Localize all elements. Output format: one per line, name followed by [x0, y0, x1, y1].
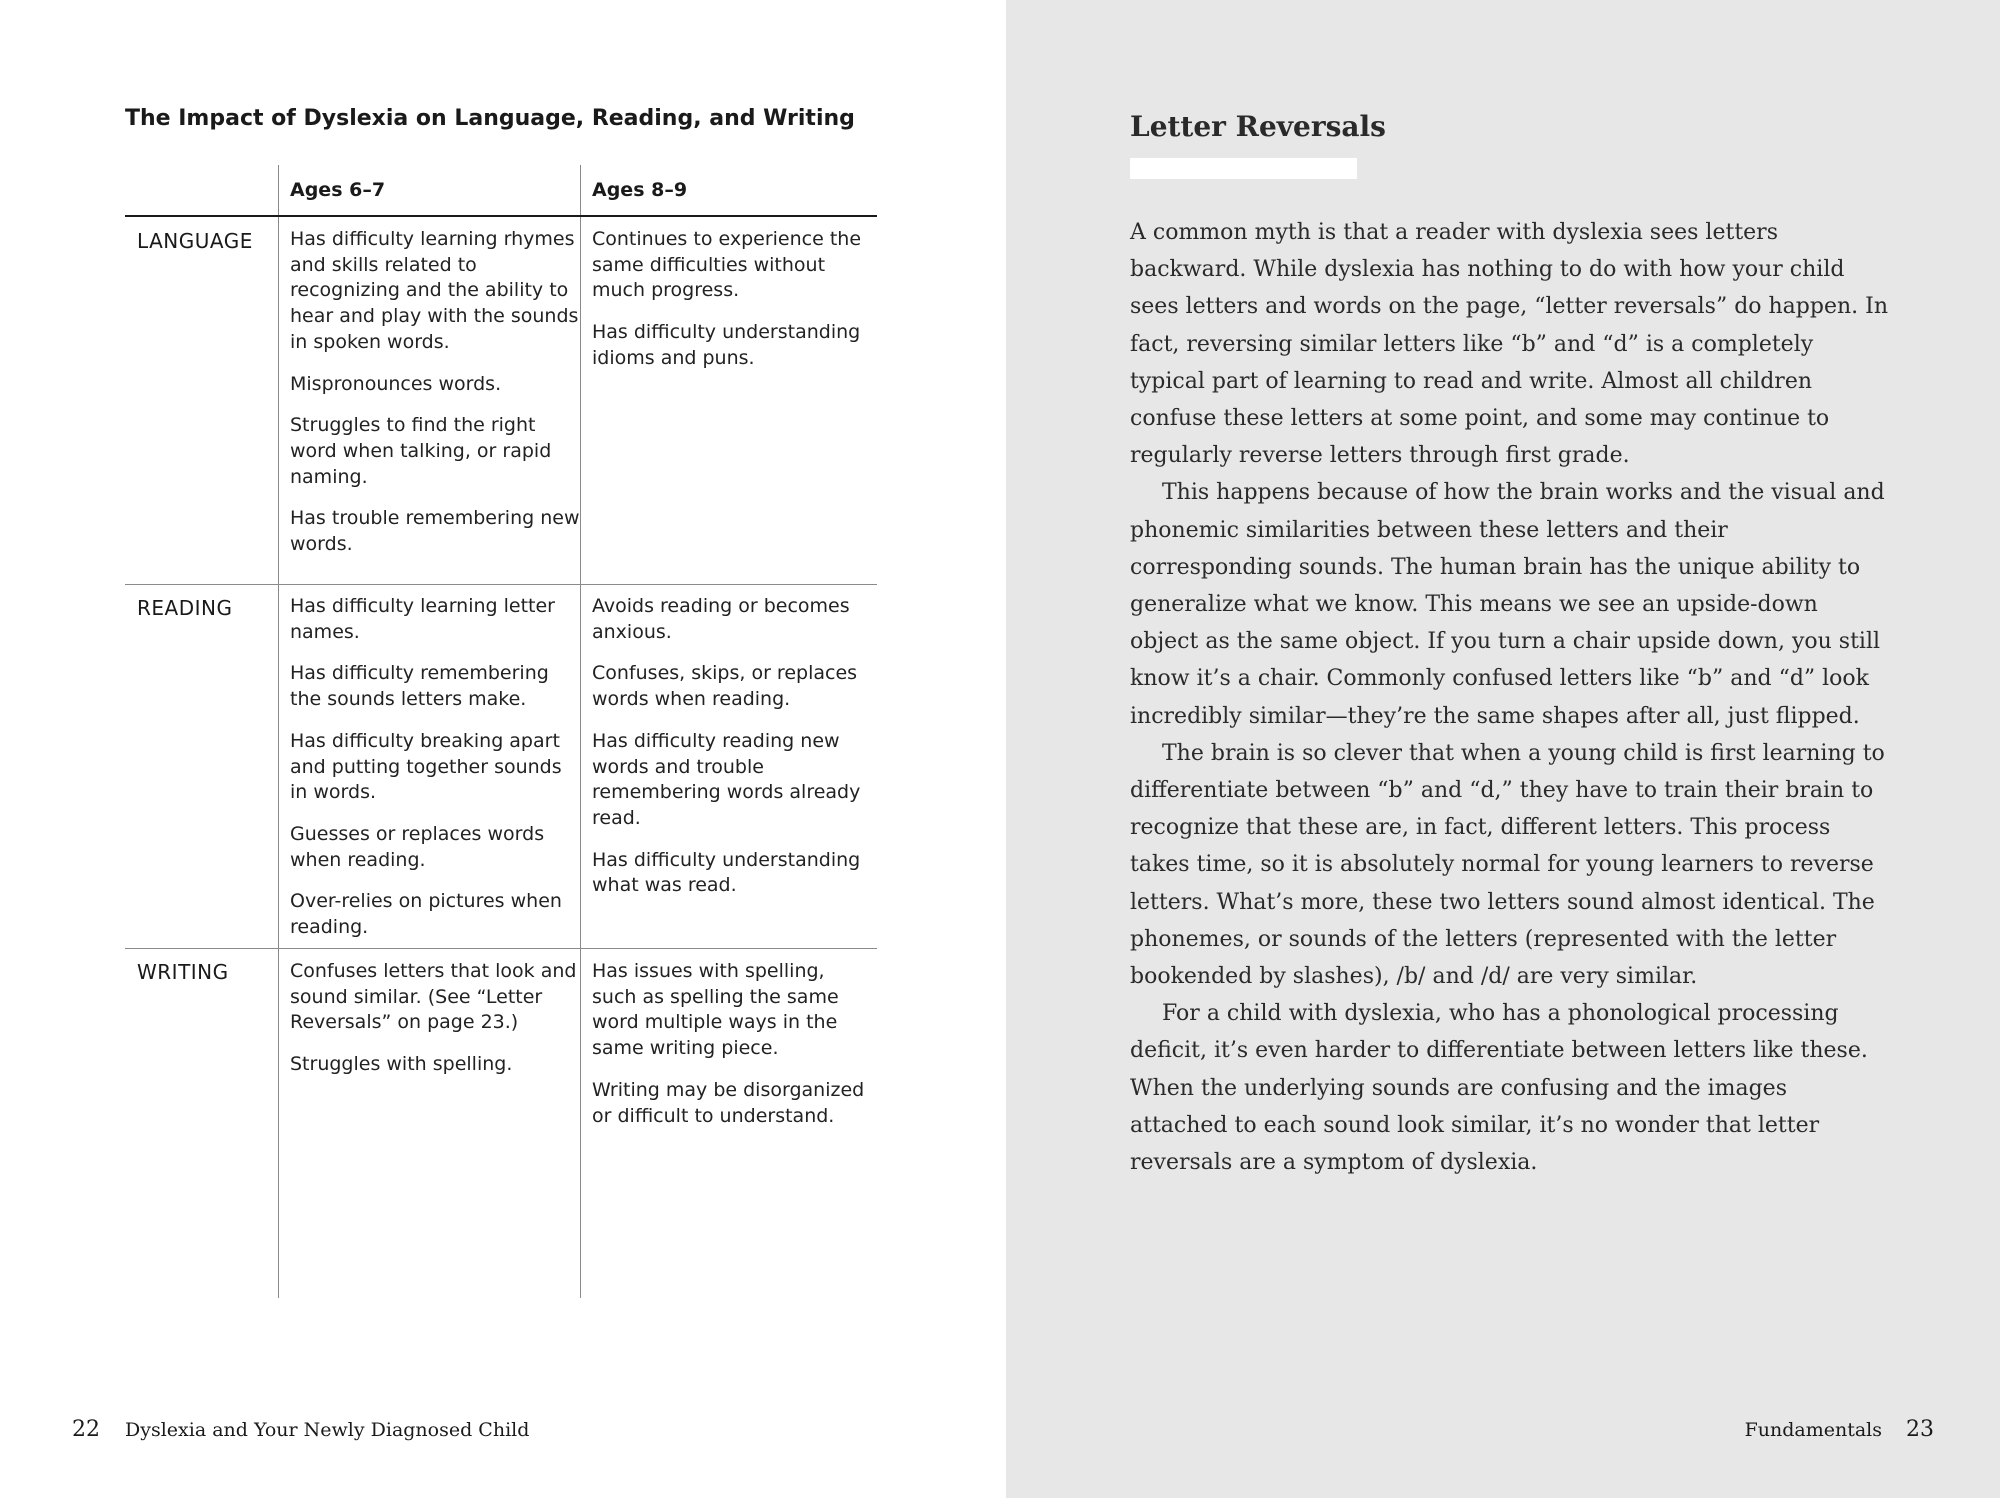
table-cell-item: Mispronounces words. [290, 372, 502, 395]
table-cell-item: Has issues with spelling, such as spelling the same word multiple ways in the same writing piece. [592, 960, 839, 1060]
column-header-ages-8-9: Ages 8–9 [592, 179, 688, 201]
column-header-ages-6-7: Ages 6–7 [290, 179, 386, 201]
table-cell-reading-ages-6-7 [290, 594, 580, 957]
table-cell-item: Confuses, skips, or replaces words when reading. [592, 662, 858, 711]
table-header-rule [125, 215, 877, 217]
body-paragraph: For a child with dyslexia, who has a phonological processing deficit, it’s even harder to differentiate between letters like these. When the underlying sounds are confusing and the images attached to each sound look similar, it’s no wonder that letter reversals are a symptom of dyslexia. [1130, 1001, 1868, 1176]
table-cell-writing-ages-6-7 [290, 959, 580, 1094]
running-head-right: Fundamentals [1744, 1419, 1882, 1441]
table-title: The Impact of Dyslexia on Language, Reading, and Writing [125, 106, 855, 131]
table-cell-item: Has difficulty understanding what was read. [592, 848, 861, 897]
table-cell-item: Has difficulty learning letter names. [290, 595, 555, 643]
table-column-divider [278, 165, 279, 1298]
table-cell-item: Guesses or replaces words when reading. [290, 822, 545, 871]
table-row-divider [125, 584, 877, 585]
table-cell-item: Has trouble remembering new words. [290, 507, 580, 556]
table-cell-writing-ages-8-9 [592, 959, 874, 1145]
table-cell-item: Has difficulty learning rhymes and skills related to recognizing and the ability to hear and play with the sounds in spoken words. [290, 228, 579, 353]
page-number-right: 23 [1906, 1417, 1934, 1442]
table-cell-item: Struggles with spelling. [290, 1053, 513, 1076]
title-underline-bar [1130, 158, 1357, 179]
table-cell-item: Has difficulty understanding idioms and puns. [592, 321, 861, 369]
body-paragraph: This happens because of how the brain works and the visual and phonemic similarities between these letters and their corresponding sounds. The human brain has the unique ability to generalize what we know. This means we see an upside-down object as the same object. If you turn a chair upside down, you still know it’s a chair. Commonly confused letters like “b” and “d” look incredibly similar—they’re the same shapes after all, just flipped. [1130, 480, 1885, 729]
table-cell-reading-ages-8-9 [592, 594, 874, 915]
body-paragraph: A common myth is that a reader with dyslexia sees letters backward. While dyslexia has nothing to do with how your child sees letters and words on the page, “letter reversals” do happen. In fact, reversing similar letters like “b” and “d” is a completely typical part of learning to read and write. Almost all children confuse these letters at some point, and some may continue to regularly reverse letters through first grade. [1130, 220, 1889, 469]
row-label-reading: READING [137, 596, 233, 620]
table-cell-item: Struggles to find the right word when talking, or rapid naming. [290, 414, 552, 488]
body-paragraph: The brain is so clever that when a young child is first learning to differentiate between “b” and “d,” they have to train their brain to recognize that these are, in fact, different letters. This process takes time, so it is absolutely normal for young learners to reverse letters. What’s more, these two letters sound almost identical. The phonemes, or sounds of the letters (represented with the letter bookended by slashes), /b/ and /d/ are very similar. [1130, 740, 1885, 990]
table-cell-item: Over-relies on pictures when reading. [290, 890, 562, 939]
row-label-language: LANGUAGE [137, 229, 253, 253]
table-cell-item: Has difficulty remembering the sounds letters make. [290, 662, 549, 711]
table-cell-item: Avoids reading or becomes anxious. [592, 595, 850, 643]
table-cell-item: Has difficulty reading new words and trouble remembering words already read. [592, 729, 861, 829]
table-cell-item: Writing may be disorganized or difficult to understand. [592, 1078, 865, 1127]
table-cell-item: Continues to experience the same difficulties without much progress. [592, 228, 862, 302]
table-cell-item: Confuses letters that look and sound similar. (See “Letter Reversals” on page 23.) [290, 960, 577, 1034]
table-column-divider [580, 165, 581, 1298]
body-text [1130, 214, 1890, 1181]
row-label-writing: WRITING [137, 960, 229, 984]
table-cell-language-ages-8-9 [592, 227, 874, 388]
page-number-left: 22 [72, 1417, 100, 1442]
section-title: Letter Reversals [1130, 110, 1386, 143]
table-cell-item: Has difficulty breaking apart and putting together sounds in words. [290, 729, 562, 804]
running-head-left: Dyslexia and Your Newly Diagnosed Child [125, 1419, 530, 1441]
table-cell-language-ages-6-7 [290, 227, 580, 574]
